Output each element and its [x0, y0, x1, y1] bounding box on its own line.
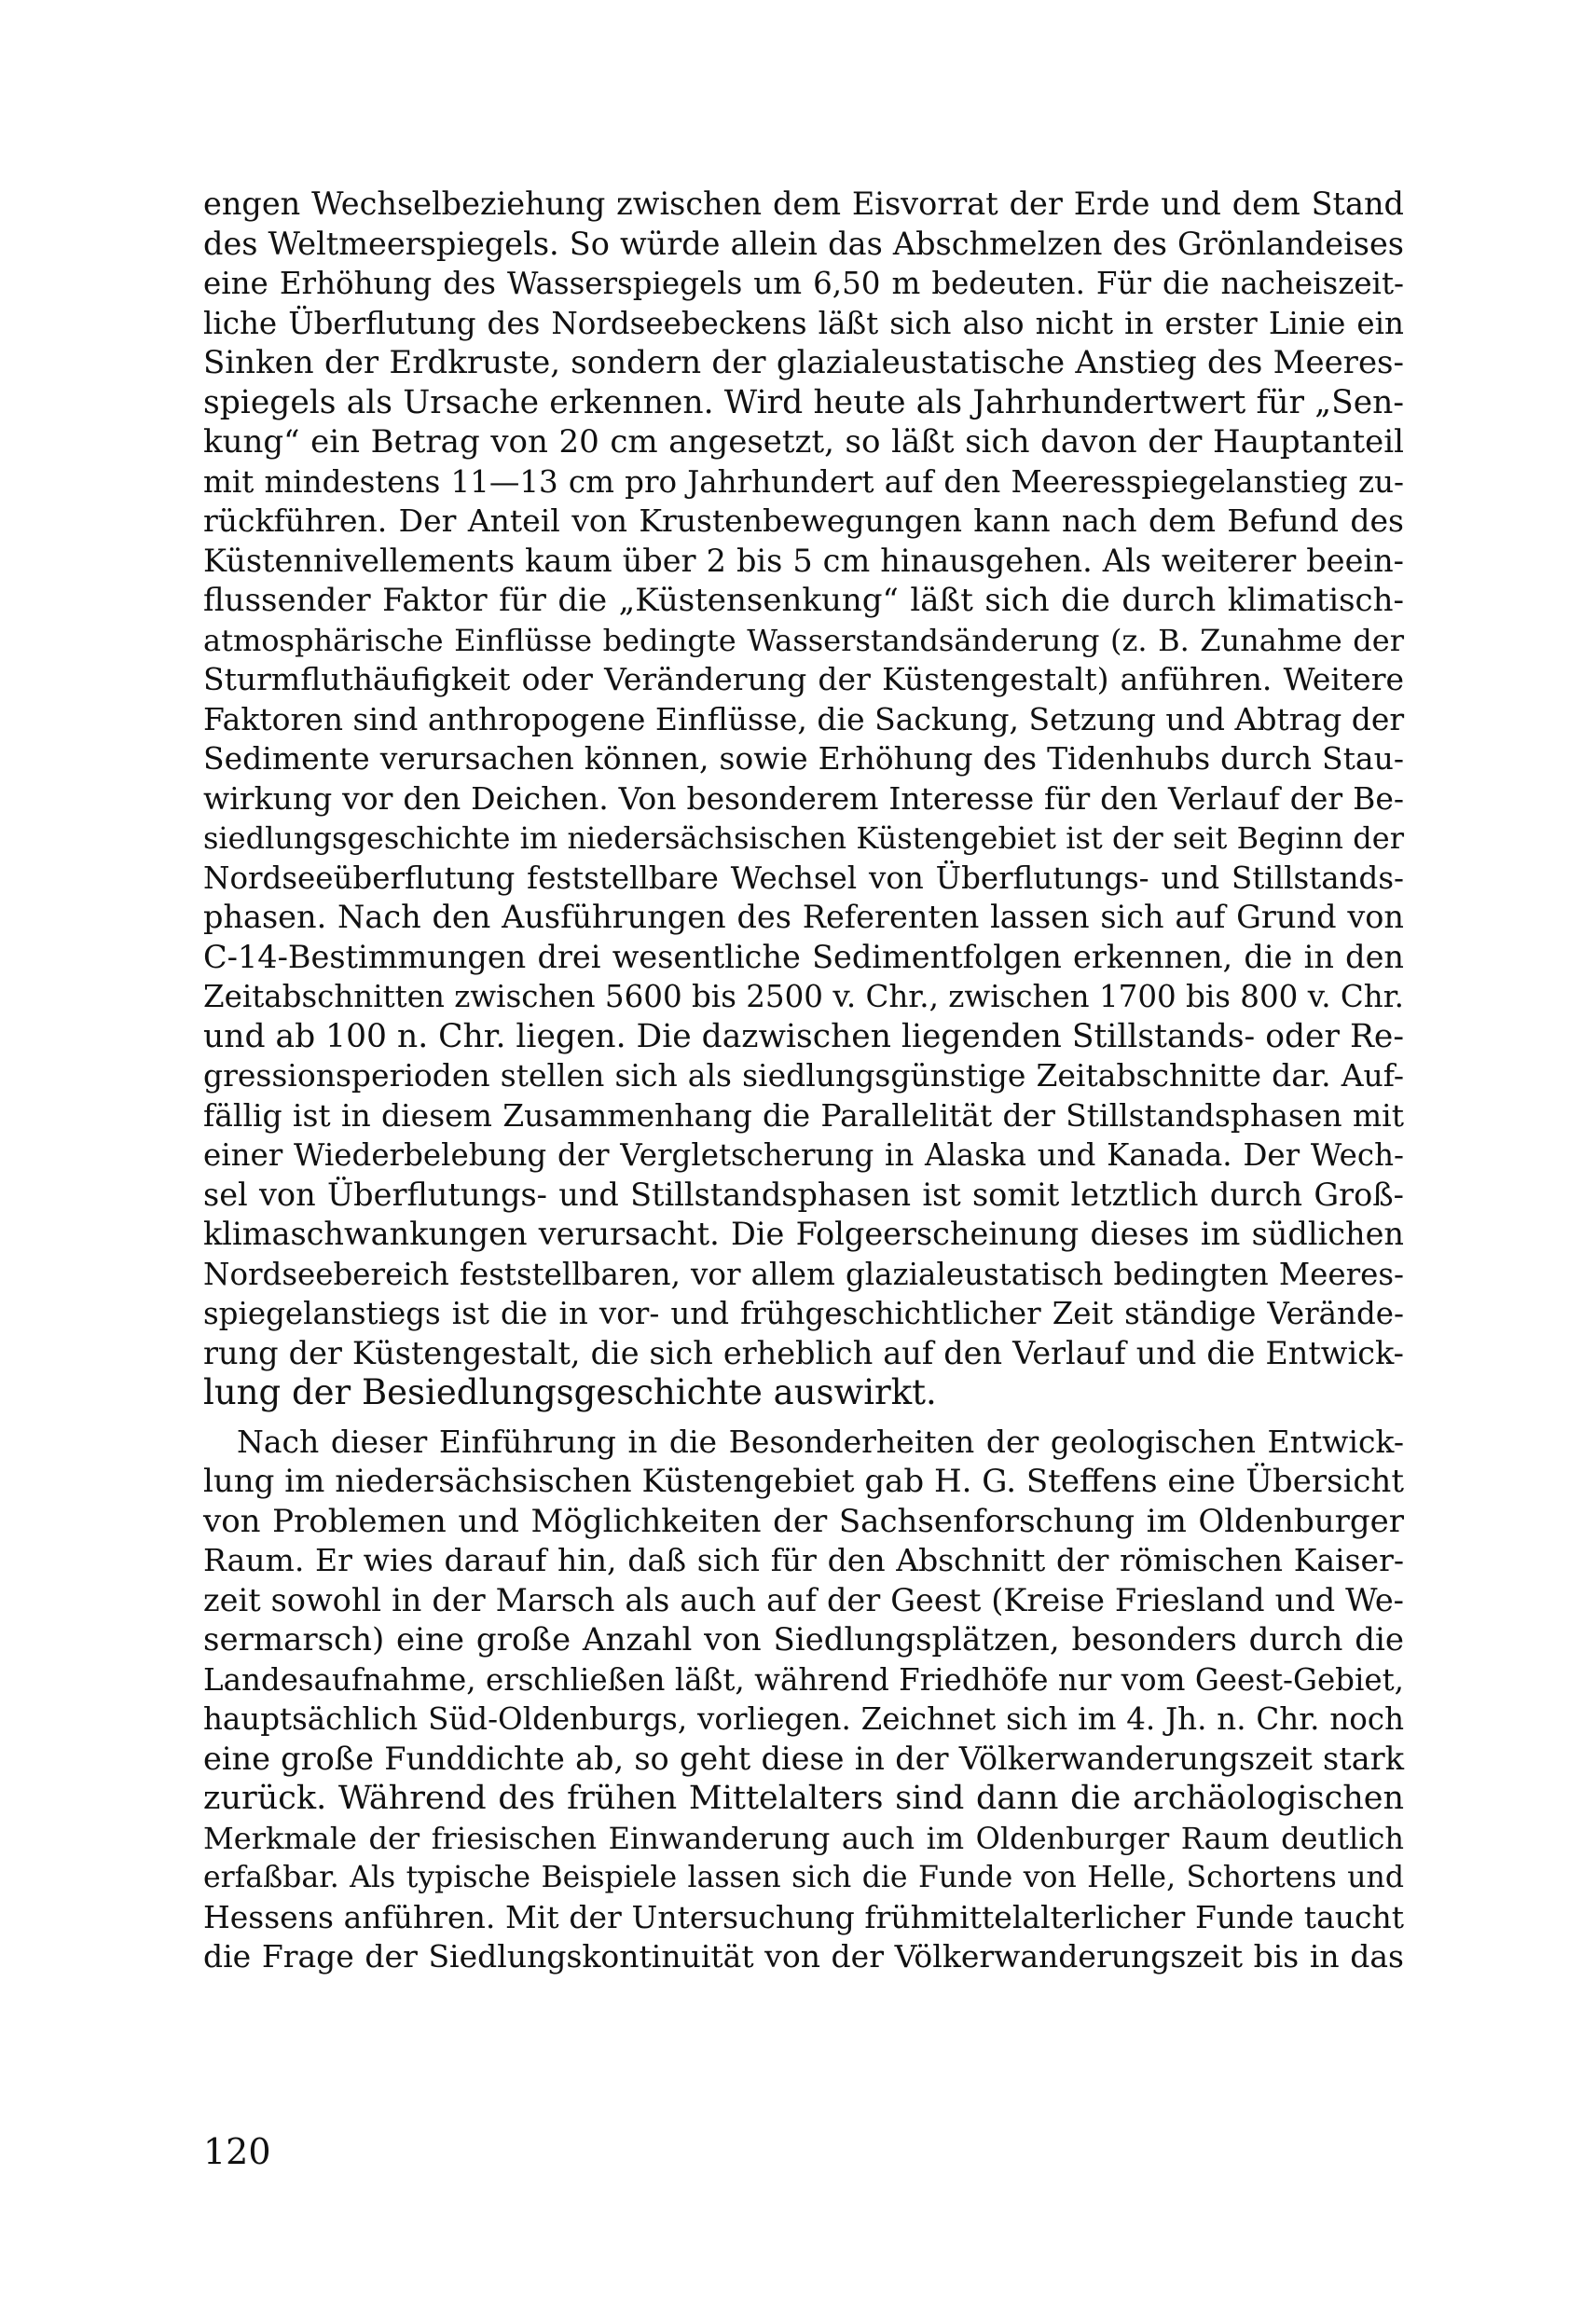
text-line: Merkmale der friesischen Einwanderung auch im Oldenburger Raum deutlich [203, 1820, 1404, 1856]
text-line: zeit sowohl in der Marsch als auch auf der Geest (Kreise Friesland und We- [203, 1581, 1404, 1618]
text-line: spiegels als Ursache erkennen. Wird heute als Jahrhundertwert für „Sen- [203, 383, 1404, 421]
text-line: Sturmfluthäufigkeit oder Veränderung der Küstengestalt) anführen. Weitere [203, 661, 1404, 697]
text-line: Sedimente verursachen können, sowie Erhöhung des Tidenhubs durch Stau- [203, 740, 1404, 777]
text-line: C-14-Bestimmungen drei wesentliche Sedimentfolgen erkennen, die in den [203, 938, 1404, 975]
text-line: erfaßbar. Als typische Beispiele lassen sich die Funde von Helle, Schortens und [203, 1861, 1404, 1894]
text-line: eine Erhöhung des Wasserspiegels um 6,50 m bedeuten. Für die nacheiszeit- [203, 266, 1404, 301]
text-line: klimaschwankungen verursacht. Die Folgeerscheinung dieses im südlichen [203, 1216, 1404, 1252]
text-line: rückführen. Der Anteil von Krustenbewegungen kann nach dem Befund des [203, 502, 1404, 539]
text-line: von Problemen und Möglichkeiten der Sachsenforschung im Oldenburger [203, 1502, 1404, 1540]
text-line: lung im niedersächsischen Küstengebiet gab H. G. Steffens eine Übersicht [203, 1463, 1404, 1500]
text-line: Nordseeüberflutung feststellbare Wechsel von Überflutungs- und Stillstands- [203, 860, 1404, 896]
paragraph-1 [203, 185, 1404, 1413]
text-line: Faktoren sind anthropogene Einflüsse, die Sackung, Setzung und Abtrag der [203, 700, 1405, 737]
text-line: einer Wiederbelebung der Vergletscherung in Alaska und Kanada. Der Wech- [203, 1137, 1404, 1173]
text-line: eine große Funddichte ab, so geht diese in der Völkerwanderungszeit stark [203, 1740, 1404, 1777]
text-line: Landesaufnahme, erschließen läßt, während Friedhöfe nur vom Geest-Gebiet, [203, 1661, 1404, 1698]
text-line: die Frage der Siedlungskontinuität von der Völkerwanderungszeit bis in das [203, 1938, 1404, 1975]
text-line: engen Wechselbeziehung zwischen dem Eisvorrat der Erde und dem Stand [203, 186, 1404, 222]
text-line: Sinken der Erdkruste, sondern der glazialeustatische Anstieg des Meeres- [203, 344, 1404, 381]
text-line: hauptsächlich Süd-Oldenburgs, vorliegen. Zeichnet sich im 4. Jh. n. Chr. noch [203, 1701, 1404, 1737]
text-line: sermarsch) eine große Anzahl von Siedlungsplätzen, besonders durch die [203, 1621, 1404, 1658]
text-line: atmosphärische Einflüsse bedingte Wasserstandsänderung (z. B. Zunahme der [203, 622, 1404, 658]
text-line: Nordseebereich feststellbaren, vor allem glazialeustatisch bedingten Meeres- [203, 1256, 1404, 1292]
text-line: siedlungsgeschichte im niedersächsischen Küstengebiet ist der seit Beginn der [203, 820, 1404, 856]
text-line: zurück. Während des frühen Mittelalters sind dann die archäologischen [203, 1780, 1404, 1817]
text-line: kung“ ein Betrag von 20 cm angesetzt, so läßt sich davon der Hauptanteil [203, 423, 1404, 461]
text-line: rung der Küstengestalt, die sich erheblich auf den Verlauf und die Entwick- [203, 1334, 1404, 1371]
text-line: spiegelanstiegs ist die in vor- und frühgeschichtlicher Zeit ständige Verände- [203, 1296, 1404, 1331]
text-line: mit mindestens 11—13 cm pro Jahrhundert auf den Meeresspiegelanstieg zu- [203, 463, 1404, 500]
paragraph-2 [203, 1423, 1404, 1977]
text-line: phasen. Nach den Ausführungen des Referenten lassen sich auf Grund von [203, 899, 1404, 935]
text-line: lung der Besiedlungsgeschichte auswirkt. [203, 1372, 937, 1412]
text-line: Küstennivellements kaum über 2 bis 5 cm hinausgehen. Als weiterer beein- [203, 542, 1404, 579]
text-line: gressionsperioden stellen sich als siedlungsgünstige Zeitabschnitte dar. Auf- [203, 1057, 1404, 1094]
paragraph-spacer [203, 1413, 1404, 1423]
text-line: fällig ist in diesem Zusammenhang die Parallelität der Stillstandsphasen mit [203, 1096, 1404, 1134]
text-line: Hessens anführen. Mit der Untersuchung frühmittelalterlicher Funde taucht [203, 1898, 1404, 1935]
text-line: sel von Überflutungs- und Stillstandsphasen ist somit letztlich durch Groß- [203, 1176, 1404, 1213]
text-line: Nach dieser Einführung in die Besonderheiten der geologischen Entwick- [237, 1423, 1404, 1460]
text-line: Zeitabschnitten zwischen 5600 bis 2500 v. Chr., zwischen 1700 bis 800 v. Chr. [203, 979, 1404, 1014]
body-text [203, 185, 1404, 1977]
page-number: 120 [203, 2131, 271, 2172]
text-line: wirkung vor den Deichen. Von besonderem Interesse für den Verlauf der Be- [203, 779, 1404, 817]
text-line: liche Überflutung des Nordseebeckens läßt sich also nicht in erster Linie ein [203, 305, 1404, 341]
text-line: flussender Faktor für die „Küstensenkung“ läßt sich die durch klimatisch- [203, 582, 1404, 619]
text-line: und ab 100 n. Chr. liegen. Die dazwischen liegenden Stillstands- oder Re- [203, 1017, 1404, 1055]
text-line: des Weltmeerspiegels. So würde allein das Abschmelzen des Grönlandeises [203, 225, 1404, 262]
text-line: Raum. Er wies darauf hin, daß sich für den Abschnitt der römischen Kaiser- [203, 1542, 1404, 1578]
